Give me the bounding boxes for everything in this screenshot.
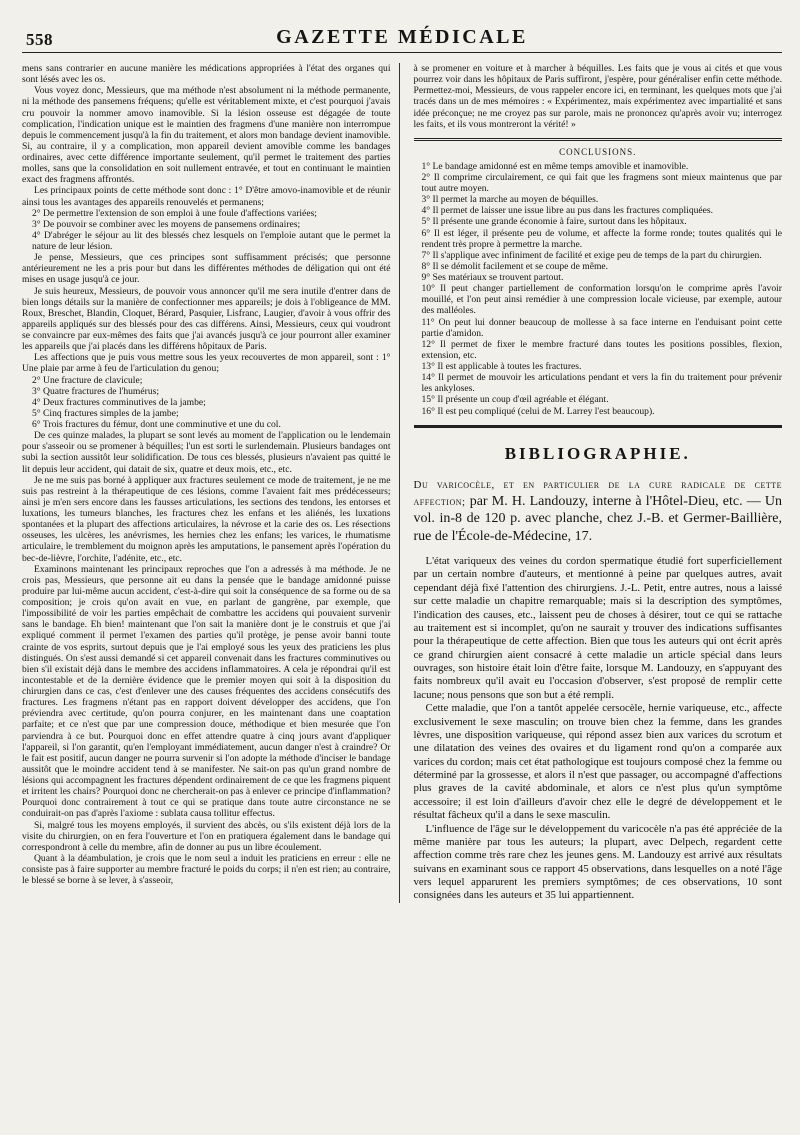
paragraph: Je pense, Messieurs, que ces principes sont suffisamment précisés; que personne antérieurement ne les a pris pour but dans les différentes méthodes de déligation qui ont été mises en usage jusqu'à ce jour. (22, 252, 391, 286)
list-item: 3° De pouvoir se combiner avec les moyens de pansemens ordinaires; (32, 218, 301, 230)
section-divider (414, 425, 783, 428)
journal-title: GAZETTE MÉDICALE (276, 26, 528, 48)
list-item: 6° Trois fractures du fémur, dont une comminutive et une du col. (32, 419, 281, 430)
conclusion-item: 14° Il permet de mouvoir les articulations pendant et vers la fin du traitement pour prévenir les ankyloses. (421, 372, 782, 395)
paragraph: Vous voyez donc, Messieurs, que ma méthode n'est absolument ni la méthode permanente, ni la méthode des pansemens fréquens; qu'elle est véritablement mixte, et c'est pourquoi j'avais cru pouvoir la nommer amovo inamovible. Si la lésion osseuse est dégagée de toute complication, l'indication unique est le maintien des fragmens d'une manière non interrompue depuis le commencement jusqu'à la fin du traitement, et alors mon bandage devient inamovible. Si, au contraire, il y a complication, mon appareil devient amovible comme les bandages ordinaires, avec cette différence importante seulement, qu'il permet le traitement des parties molles, sans que la consolidation en soit nullement entravée, et tout en continuant le maintien exact des fragmens affrontés. (22, 85, 391, 186)
paragraph: Les principaux points de cette méthode sont donc : 1° D'être amovo-inamovible et de réunir ainsi tous les avantages des appareils renouvelés et permanens; (22, 185, 391, 208)
columns (22, 63, 782, 903)
paragraph: Examinons maintenant les principaux reproches que l'on a adressés à ma méthode. Je ne crois pas, Messieurs, que personne ait eu dans la pensée que le bandage amidonné puisse produire par lui-même aucun accident, c'est-à-dire qui soit la conséquence de sa forme ou de sa composition; je crois qu'on avait en vue, en parlant de gangrène, par exemple, que l'impossibilité de voir les parties empêchait de combattre les accidens qui pouvaient survenir sans le bandage. Eh bien! maintenant que l'on sait la manière dont je le construis et que j'ai expliqué comment il permet l'examen des parties qu'il protège, je pense avoir banni toute crainte de vos esprits, surtout depuis que je l'ai employé sous les yeux des praticiens les plus distingués. On s'est aussi demandé si cet appareil convenait dans les fractures comminutives ou bien s'il existait déjà dans le membre des accidens inflammatoires. A cela je répondrai qu'il est incontestable et de la dernière évidence que le premier moyen qui soit à la disposition du chirurgien dans ce cas, c'est d'enlever une des causes fréquentes des accidens consécutifs des fractures. Les fragmens n'étant pas en rapport doivent développer des accidens, que l'on préviendra avec certitude, qu'on pourra conjurer, en les maintenant dans une coaptation parfaite; et ce n'est que par une compression douce, méthodique et bien mesurée que l'on parviendra à ce but. Pourquoi donc en effet attendre quatre à cinq jours avant d'appliquer l'appareil, si l'on garantit, qu'en l'employant immédiatement, aucun danger n'est à craindre? Or le fait est positif, aucun danger ne pourra survenir si l'on adopte la méthode d'inciser le bandage aussitôt que le moindre accident tend à se manifester. Ne sait-on pas qu'un grand nombre de lésions qui accompagnent les fractures dépendent ordinairement de ce que les fragmens piquent et irritent les chairs? Pourquoi donc ne chercherait-on pas à enlever ce principe d'inflammation? Pourquoi donc contrairement à tout ce qui se pratique dans toute autre circonstance ne se conduirait-on pas d'après l'axiome : sublata causa tollitur effectus. (22, 563, 391, 820)
conclusion-item: 8° Il se démolit facilement et se coupe de même. (421, 260, 609, 272)
left-column (22, 63, 400, 903)
conclusions-list (414, 161, 783, 417)
paragraph: Cette maladie, que l'on a tantôt appelée cersocèle, hernie variqueuse, etc., affecte exclusivement le sexe masculin; on trouve bien chez la femme, dans les grandes lèvres, une disposition variqueuse, qui répond assez bien aux varices du scrotum et une dilatation des veines des ovaires et du ligament rond qu'on a comparée aux varices du cordon; mais cet état pathologique est toujours composé chez la femme ou déterminé par la grossesse, et alors il n'est que passager, ou accompagné d'affections plus graves de la cavité abdominale, et alors ce n'est plus qu'un symptôme accessoire; il est loin d'ailleurs d'avoir chez elle le degré de développement et le résultat fâcheux qu'il a dans le sexe masculin. (413, 702, 782, 822)
conclusion-item: 4° Il permet de laisser une issue libre au pus dans les fractures compliquées. (421, 205, 714, 217)
conclusion-item: 12° Il permet de fixer le membre fracturé dans toutes les positions possibles, flexion, extension, etc. (421, 338, 782, 361)
conclusion-item: 7° Il s'applique avec infiniment de facilité et exige peu de temps de la part du chirurgien. (421, 249, 762, 261)
bibliography-entry-details: par M. H. Landouzy, interne à l'Hôtel-Dieu, etc. — Un vol. in-8 de 120 p. avec planche, chez J.-B. et Germer-Baillière, rue de l'École-de-Médecine, 17. (413, 493, 782, 544)
paragraph: Les affections que je puis vous mettre sous les yeux recouvertes de mon appareil, sont : 1° Une plaie par arme à feu de l'articulation du genou; (22, 352, 391, 375)
paragraph: à se promener en voiture et à marcher à béquilles. Les faits que je vous ai cités et que vous pourrez voir dans les hôpitaux de Paris suffiront, j'espère, pour généraliser enfin cette méthode. Permettez-moi, Messieurs, de vous rappeler encore ici, en terminant, les quelques mots que j'ai tracés dans un de mes mémoires : « Expérimentez, mais expérimentez avec impartialité et sans idée préconçue; ne me croyez pas sur parole, mais ne prononcez qu'après avoir vu; interrogez les faits, et ils vous montreront la vérité! » (413, 63, 782, 130)
list-item: 2° De permettre l'extension de son emploi à une foule d'affections variées; (32, 207, 317, 219)
bibliography-entry-title: Du varicocèle, et en particulier de la cure radicale de cette affection; (413, 478, 782, 508)
conclusion-item: 10° Il peut changer partiellement de conformation lorsqu'on le comprime après l'avoir mouillé, et l'on peut ainsi remédier à une compression locale vicieuse, par exemple, autour des malléoles. (421, 283, 782, 317)
list-item: 4° Deux fractures comminutives de la jambe; (32, 396, 206, 408)
list-item: 2° Une fracture de clavicule; (32, 374, 143, 386)
conclusion-item: 3° Il permet la marche au moyen de béquilles. (421, 194, 599, 206)
conclusion-item: 11° On peut lui donner beaucoup de mollesse à sa face interne en l'enduisant point cette partie d'amidon. (421, 316, 782, 339)
paragraph: mens sans contrarier en aucune manière les médications appropriées à l'état des organes qui sont lésés avec les os. (22, 63, 391, 86)
conclusion-item: 6° Il est léger, il présente peu de volume, et affecte la forme ronde; toutes qualités qui le rendent très propre à permettre la marche. (421, 227, 782, 250)
bibliography-heading: BIBLIOGRAPHIE. (504, 443, 691, 463)
bibliography-entry (414, 476, 783, 545)
list-item: 3° Quatre fractures de l'humérus; (32, 385, 160, 397)
page-number: 558 (26, 30, 53, 49)
paragraph: L'état variqueux des veines du cordon spermatique étudié fort superficiellement par un certain nombre d'auteurs, et mentionné à peine par quelques autres, avait cependant déjà fixé l'attention des chirurgiens. J.-L. Petit, entre autres, nous a laissé sur cette maladie un chapitre remarquable; mais si la description des symptômes, l'indication des causes, etc., laissent peu de choses à désirer, tout ce qui se rattache au traitement est si incomplet, qu'on ne saurait y trouver des indications suffisantes pour la thérapeutique de cette affection. Bien que tous les auteurs qui ont écrit après ce grand chirurgien aient consacré à cette maladie un article spécial dans leurs ouvrages, son histoire était loin d'être faite, lorsque M. Landouzy, en s'appuyant des faits nombreux qu'il avait eu l'occasion d'observer, s'est proposé de remplir cette lacune; nous pensons que son but a été rempli. (413, 555, 782, 701)
list-item: 5° Cinq fractures simples de la jambe; (32, 407, 179, 419)
paragraph: Quant à la déambulation, je crois que le nom seul a induit les praticiens en erreur : elle ne consiste pas à faire supporter au membre fracturé le poids du corps; il n'en est rien; au contraire, le blessé se borne à se lever, à s'asseoir, (22, 852, 391, 887)
conclusion-item: 9° Ses matériaux se trouvent partout. (421, 272, 564, 283)
paragraph: Je ne me suis pas borné à appliquer aux fractures seulement ce mode de traitement, je ne me suis pas restreint à la thérapeutique de ces lésions, comme l'avaient fait mes prédécesseurs; ainsi je m'en sers encore dans les fausses articulations, les sections des tendons, les entorses et luxations, les tumeurs blanches, les fractures chez les enfans et les aliénés, les luxations spontanées et la plupart des affections articulaires, la névrose et la carie des os. Les résections osseuses, les ulcères, les anévrismes, les hernies chez les enfans; les varices, le rhumatisme articulaire, le tremblement du moignon après les amputations, le pansement après l'opération du bec-de-lièvre, l'orchite, l'adénite, etc., etc. (22, 474, 391, 564)
paragraph: L'influence de l'âge sur le développement du varicocèle n'a pas été appréciée de la même manière par tous les auteurs; la plupart, avec Delpech, regardent cette affection comme très rare chez les jeunes gens. M. Landouzy est arrivé aux résultats suivans en examinant sous ce rapport 45 observations, dans lesquelles on a noté l'âge vers lequel apparurent les premiers symptômes; de ces observations, 10 sont consignées dans les auteurs et 35 lui appartiennent. (413, 822, 782, 902)
paragraph: De ces quinze malades, la plupart se sont levés au moment de l'application ou le lendemain pour s'asseoir ou se promener à béquilles; l'un est sorti le surlendemain. Plusieurs bandages ont subi la section aussitôt leur solidification. De tous ces blessés, plusieurs n'avaient pas quitté le lit depuis leur accident, qui datait de six, quatre et deux mois, etc., etc. (22, 430, 391, 475)
conclusion-item: 2° Il comprime circulairement, ce qui fait que les fragmens sont mieux maintenus que par tout autre moyen. (421, 171, 782, 194)
masthead (22, 12, 782, 53)
paragraph: Si, malgré tous les moyens employés, il survient des abcès, ou s'ils existent déjà lors de la visite du chirurgien, on en fera l'ouverture et l'on en pratiquera également dans le bandage qui correspondront à celle du membre, afin de donner au pus un libre écoulement. (22, 819, 391, 853)
conclusion-item: 16° Il est peu compliqué (celui de M. Larrey l'est beaucoup). (421, 405, 655, 417)
conclusion-item: 5° Il présente une grande économie à faire, surtout dans les hôpitaux. (421, 216, 687, 228)
section-divider (414, 138, 783, 141)
conclusion-item: 1° Le bandage amidonné est en même temps amovible et inamovible. (421, 160, 689, 172)
list-item: 4° D'abréger le séjour au lit des blessés chez lesquels on l'emploie autant que le permet la nature de leur lésion. (32, 229, 391, 252)
conclusion-item: 15° Il présente un coup d'œil agréable et élégant. (421, 394, 609, 406)
review-body (414, 555, 783, 903)
conclusions-title: CONCLUSIONS. (559, 146, 637, 157)
right-column (414, 63, 783, 903)
conclusion-item: 13° Il est applicable à toutes les fractures. (421, 361, 582, 372)
paragraph: Je suis heureux, Messieurs, de pouvoir vous annoncer qu'il me sera inutile d'entrer dans de bien longs détails sur la manière de confectionner mes appareils; je dois à l'obligeance de MM. Roux, Breschet, Blandin, Cloquet, Bérard, Pasquier, Lisfranc, Laugier, d'avoir à vous offrir des appareils appliqués sur des blessés pour des cas différens. Ainsi, Messieurs, ceux qui voudront se convaincre par eux-mêmes des faits que j'ai avancés jusqu'à ce jour pourront aller examiner les appareils que j'ai placés dans les différens hôpitaux de Paris. (22, 285, 391, 353)
